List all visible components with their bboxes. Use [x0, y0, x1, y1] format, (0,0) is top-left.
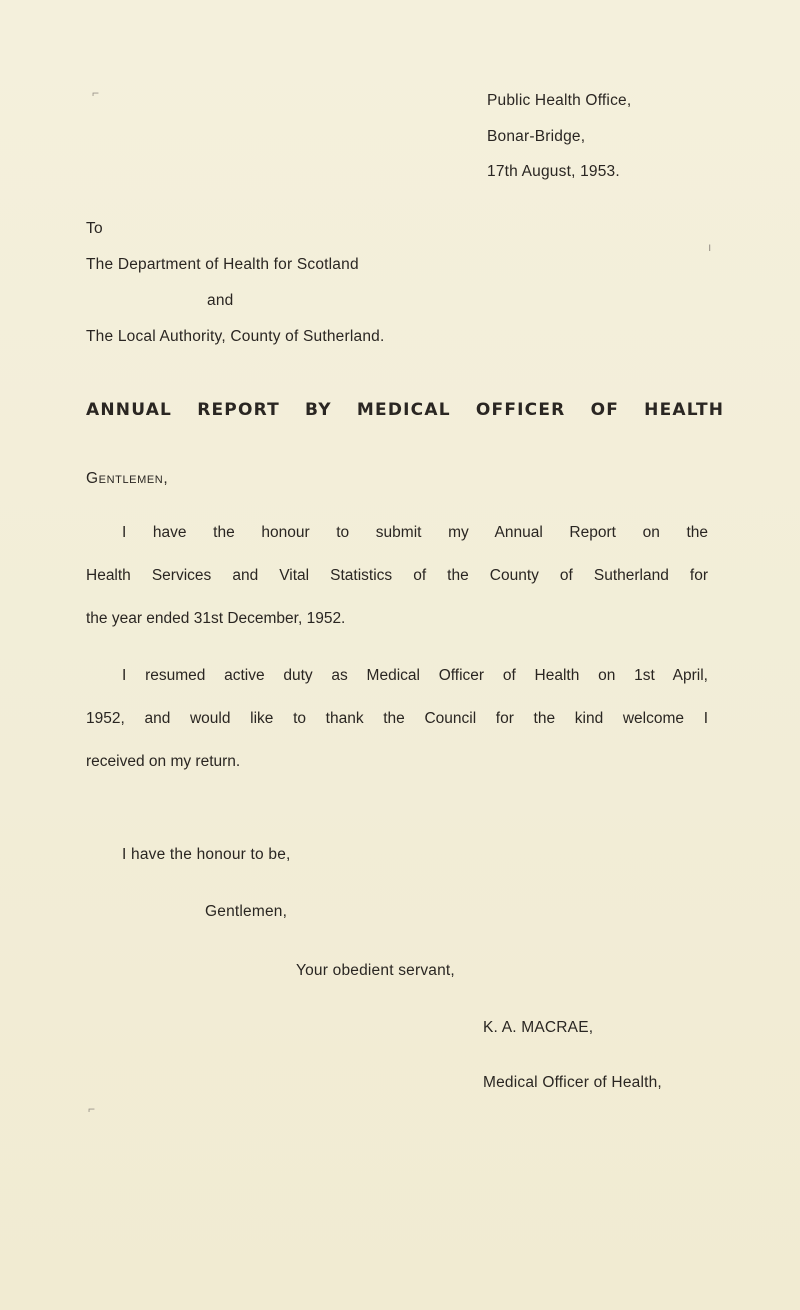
letter-date: 17th August, 1953. — [487, 163, 620, 180]
scan-mark: ⌐ — [88, 1102, 96, 1116]
signatory-title: Medical Officer of Health, — [483, 1074, 662, 1091]
signatory-name: K. A. MACRAE, — [483, 1019, 594, 1036]
closing-servant: Your obedient servant, — [296, 962, 455, 979]
paragraph-2 — [86, 654, 708, 783]
paragraph-1 — [86, 511, 708, 640]
paragraph-line: 1952, and would like to thank the Council for the kind welcome I — [86, 710, 708, 727]
paragraph-line: I resumed active duty as Medical Officer of Health on 1st April, — [122, 667, 708, 684]
report-title: ANNUAL REPORT BY MEDICAL OFFICER OF HEALTH — [86, 400, 725, 420]
recipient-to: To — [86, 220, 103, 237]
sender-office: Public Health Office, — [487, 92, 632, 109]
paragraph-line: received on my return. — [86, 753, 241, 770]
paragraph-line: I have the honour to submit my Annual Report on the — [122, 524, 708, 541]
closing-salutation: Gentlemen, — [205, 903, 288, 920]
paragraph-line: Health Services and Vital Statistics of the County of Sutherland for — [86, 567, 708, 584]
closing-honour: I have the honour to be, — [122, 846, 291, 863]
scan-mark: ı — [708, 240, 712, 254]
recipient-2: The Local Authority, County of Sutherland. — [86, 328, 385, 345]
recipient-1: The Department of Health for Scotland — [86, 256, 359, 273]
recipient-conjunction: and — [207, 292, 234, 309]
scan-mark: ⌐ — [92, 86, 100, 100]
sender-town: Bonar-Bridge, — [487, 128, 586, 145]
salutation: Gentlemen, — [86, 470, 169, 487]
paragraph-line: the year ended 31st December, 1952. — [86, 610, 346, 627]
